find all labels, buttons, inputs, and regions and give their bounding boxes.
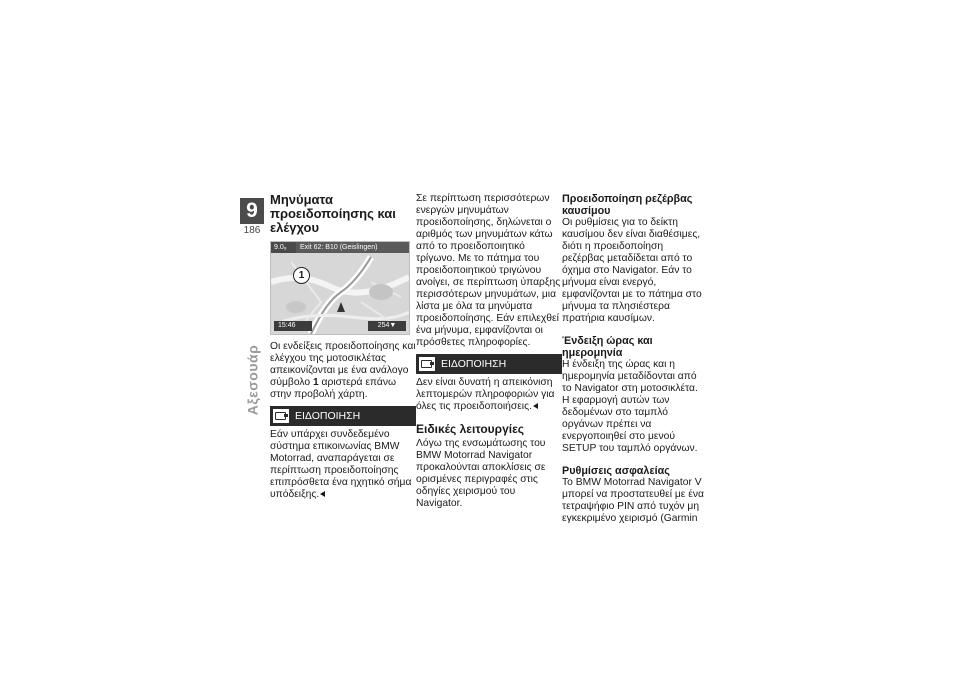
notice-label: ΕΙΔΟΠΟΙΗΣΗ bbox=[295, 410, 361, 422]
notice-icon bbox=[273, 409, 289, 423]
paragraph: Σε περίπτωση περισσότερων ενεργών μηνυμάτων προειδοποίησης, δηλώνεται ο αριθμός των μηνυμάτων κάτω από το προειδοποιητικό τρίγωνο. Με το πάτημα του προειδοποιητικού τριγώνου ανοίγει, σε περίπτωση ύπαρξης περισσότερων μηνυμάτων, μια λίστα με όλα τα μηνύματα προειδοποίησης. Εάν επιλεχθεί ένα μήνυμα, εμφανίζονται οι πρόσθετες πληροφορίες. bbox=[416, 193, 561, 348]
nav-time: 15:46 bbox=[274, 321, 312, 331]
notice-icon bbox=[419, 357, 435, 371]
navigator-screen-image bbox=[270, 241, 410, 335]
nav-exit-text: Exit 62: B10 (Geislingen) bbox=[300, 244, 378, 251]
section-side-label bbox=[238, 340, 266, 420]
notice-banner bbox=[270, 406, 416, 426]
chapter-number-tab: 9 bbox=[240, 198, 264, 224]
paragraph: Το BMW Motorrad Navigator V μπορεί να προστατευθεί με ένα τετραψήφιο PIN από τυχόν μη εγκεκριμένο χειρισμό (Garmin bbox=[562, 477, 704, 524]
paragraph: Λόγω της ενσωμάτωσης του BMW Motorrad Navigator προκαλούνται αποκλίσεις σε ορισμένες περιγραφές στις οδηγίες χειρισμού του Navigator. bbox=[416, 438, 546, 509]
nav-fuel-range: 254▼ bbox=[368, 321, 406, 331]
paragraph bbox=[270, 341, 416, 401]
page-number: 186 bbox=[243, 225, 261, 236]
paragraph: Η ένδειξη της ώρας και η ημερομηνία μεταδίδονται από το Navigator στη μοτοσικλέτα. Η εφαρμογή αυτών των δεδομένων στο ταμπλό οργάνων πρέπει να ενεργοποιηθεί στο μενού SETUP του ταμπλό οργάνων. bbox=[562, 359, 698, 454]
section-title: Μηνύματα προειδοποίησης και ελέγχου bbox=[270, 192, 396, 235]
end-marker-icon bbox=[533, 403, 538, 409]
column-2 bbox=[416, 193, 562, 510]
subsection-heading: Ρυθμίσεις ασφαλείας bbox=[562, 465, 670, 477]
subsection-heading: Προειδοποίηση ρεζέρβας καυσίμου bbox=[562, 193, 693, 217]
notice-text bbox=[416, 377, 562, 413]
notice-banner bbox=[416, 354, 562, 374]
end-marker-icon bbox=[320, 491, 325, 497]
notice-text-content: Εάν υπάρχει συνδεδεμένο σύστημα επικοινωνίας BMW Motorrad, αναπαράγεται σε περίπτωση προειδοποίησης επιπρόσθετα ένα ηχητικό σήμα υπόδειξης. bbox=[270, 429, 412, 500]
subsection-heading: Ένδειξη ώρας και ημερομηνία bbox=[562, 335, 653, 359]
section-label-text: Αξεσουάρ bbox=[244, 344, 261, 416]
reference-number: 1 bbox=[312, 377, 319, 388]
paragraph-text: Οι ενδείξεις προειδοποίησης και ελέγχου της μοτοσικλέτας απεικονίζονται με ένα ανάλογο σύμβολο bbox=[270, 341, 416, 388]
paragraph-text: αριστερά επάνω στην προβολή χάρτη. bbox=[270, 377, 397, 400]
paragraph: Οι ρυθμίσεις για το δείκτη καυσίμου δεν είναι διαθέσιμες, διότι η προειδοποίηση ρεζέρβας μεταδίδεται από το όχημα στο Navigator. Εάν το μήνυμα είναι ενεργό, εμφανίζονται με το πάτημα στο μήνυμα τα πλησιέστερα πρατήρια καυσίμων. bbox=[562, 217, 702, 324]
section-heading: Ειδικές λειτουργίες bbox=[416, 422, 525, 436]
callout-marker: 1 bbox=[293, 267, 310, 284]
notice-label: ΕΙΔΟΠΟΙΗΣΗ bbox=[441, 358, 507, 370]
notice-text bbox=[270, 429, 416, 501]
nav-top-bar bbox=[271, 242, 409, 253]
column-1 bbox=[270, 193, 416, 501]
column-3 bbox=[562, 193, 708, 525]
nav-distance: 9.0₈ bbox=[271, 242, 296, 253]
notice-text-content: Δεν είναι δυνατή η απεικόνιση λεπτομερών πληροφοριών για όλες τις προειδοποιήσεις. bbox=[416, 377, 555, 412]
